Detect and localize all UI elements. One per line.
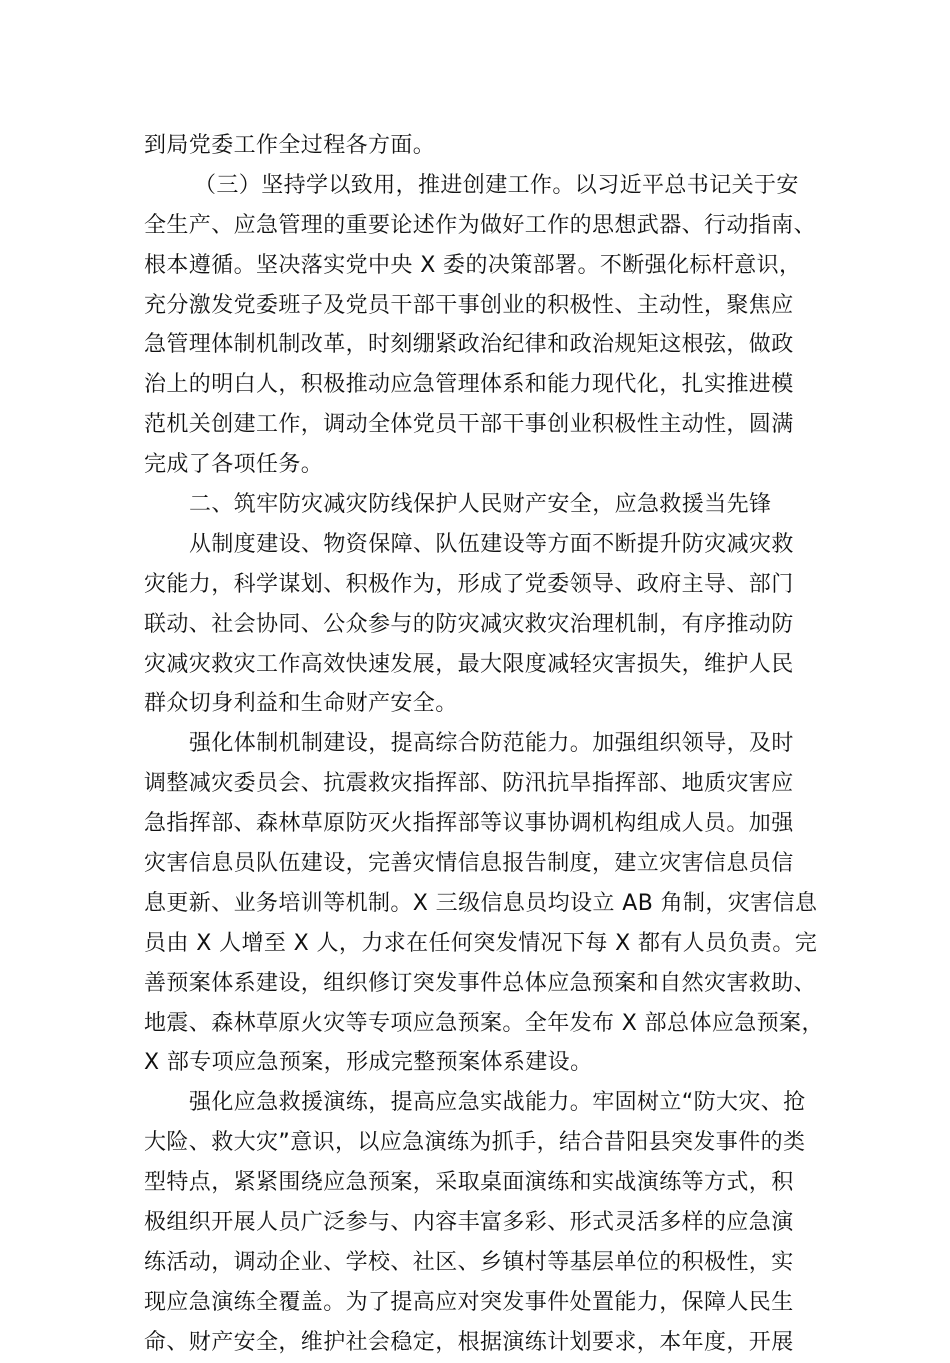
text-line: 灾减灾救灾工作高效快速发展，最大限度减轻灾害损失，维护人民 [144, 651, 794, 677]
text-line: 治上的明白人，积极推动应急管理体系和能力现代化，扎实推进模 [144, 372, 794, 398]
text-line: 强化体制机制建设，提高综合防范能力。加强组织领导，及时 [189, 731, 794, 757]
text-line: 极组织开展人员广泛参与、内容丰富多彩、形式灵活多样的应急演 [144, 1210, 794, 1236]
text-line: 型特点，紧紧围绕应急预案，采取桌面演练和实战演练等方式，积 [144, 1170, 794, 1196]
text-line: 灾能力，科学谋划、积极作为，形成了党委领导、政府主导、部门 [144, 571, 794, 597]
text-line: 联动、社会协同、公众参与的防灾减灾救灾治理机制，有序推动防 [144, 611, 794, 637]
text-line: 完成了各项任务。 [144, 452, 324, 478]
text-line: 强化应急救援演练，提高应急实战能力。牢固树立“防大灾、抢 [189, 1090, 806, 1116]
text-line: 员由 X 人增至 X 人，力求在任何突发情况下每 X 都有人员负责。完 [144, 930, 818, 956]
text-line: 到局党委工作全过程各方面。 [144, 133, 436, 158]
document-body [144, 126, 824, 1363]
text-line: 根本遵循。坚决落实党中央 X 委的决策部署。不断强化标杆意识， [144, 252, 802, 278]
text-line: 大险、救大灾”意识，以应急演练为抓手，结合昔阳县突发事件的类 [144, 1130, 806, 1156]
text-line: 练活动，调动企业、学校、社区、乡镇村等基层单位的积极性，实 [144, 1249, 794, 1275]
text-line: 命、财产安全，维护社会稳定，根据演练计划要求，本年度，开展 [144, 1329, 794, 1355]
text-line: 灾害信息员队伍建设，完善灾情信息报告制度，建立灾害信息员信 [144, 851, 794, 877]
text-line: 急管理体制机制改革，时刻绷紧政治纪律和政治规矩这根弦，做政 [144, 332, 794, 358]
text-line: 善预案体系建设，组织修订突发事件总体应急预案和自然灾害救助、 [144, 970, 817, 996]
text-line: （三）坚持学以致用，推进创建工作。以习近平总书记关于安 [194, 172, 799, 198]
text-line: X 部专项应急预案，形成完整预案体系建设。 [144, 1050, 593, 1076]
text-line: 现应急演练全覆盖。为了提高应对突发事件处置能力，保障人民生 [144, 1289, 794, 1315]
text-line: 急指挥部、森林草原防灭火指挥部等议事协调机构组成人员。加强 [144, 811, 794, 837]
text-line: 范机关创建工作，调动全体党员干部干事创业积极性主动性，圆满 [144, 412, 794, 438]
section-heading: 二、筑牢防灾减灾防线保护人民财产安全，应急救援当先锋 [189, 492, 772, 518]
text-line: 全生产、应急管理的重要论述作为做好工作的思想武器、行动指南、 [144, 212, 817, 238]
text-line: 息更新、业务培训等机制。X 三级信息员均设立 AB 角制，灾害信息 [144, 890, 818, 916]
text-line: 调整减灾委员会、抗震救灾指挥部、防汛抗旱指挥部、地质灾害应 [144, 771, 794, 797]
text-line: 地震、森林草原火灾等专项应急预案。全年发布 X 部总体应急预案， [144, 1010, 824, 1036]
text-line: 群众切身利益和生命财产安全。 [144, 691, 458, 717]
text-line: 从制度建设、物资保障、队伍建设等方面不断提升防灾减灾救 [189, 531, 794, 557]
text-line: 充分激发党委班子及党员干部干事创业的积极性、主动性，聚焦应 [144, 292, 794, 318]
